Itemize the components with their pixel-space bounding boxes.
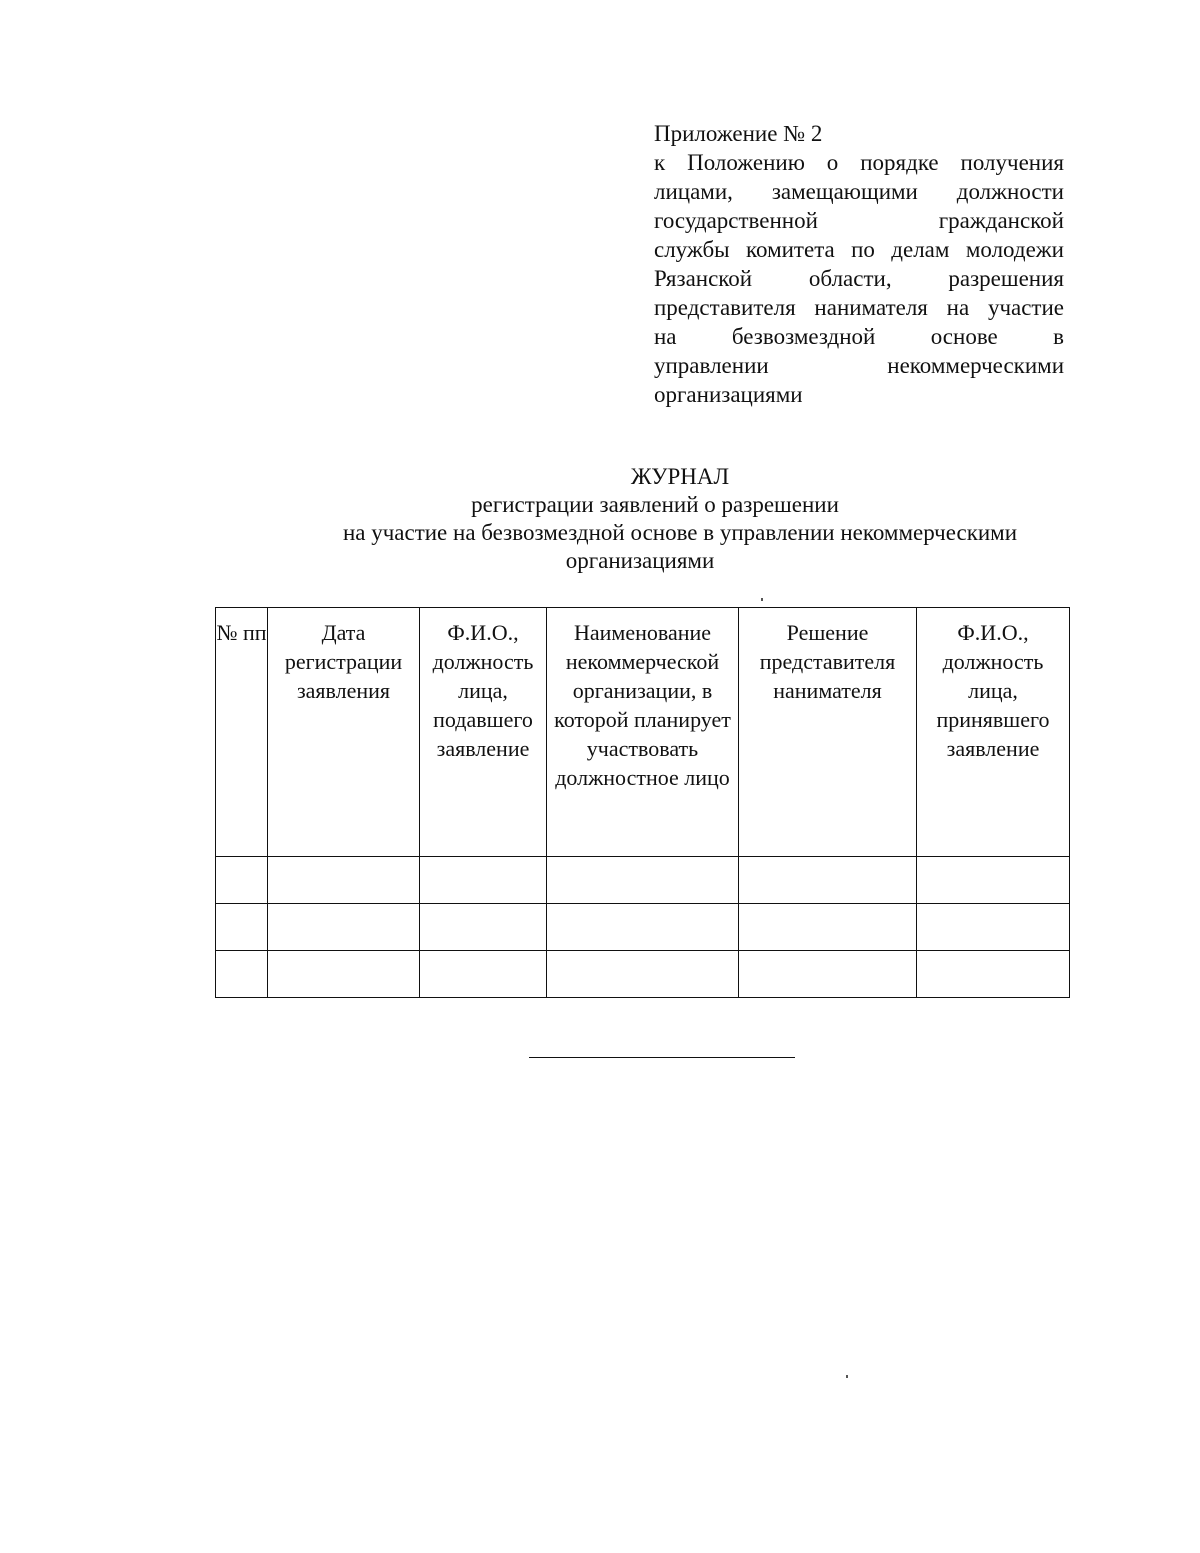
scan-speck (846, 1375, 848, 1378)
table-row (216, 857, 1070, 904)
column-header-organization: Наименование некоммерческой организации, в которой планирует участвовать должностное лицо (547, 608, 739, 857)
appendix-title: Приложение № 2 (654, 121, 823, 146)
table-cell (216, 904, 268, 951)
table-cell (268, 904, 420, 951)
appendix-line: организациями (654, 382, 803, 407)
table-row (216, 951, 1070, 998)
table-cell (739, 904, 917, 951)
appendix-line: лицами, замещающими должности (654, 179, 1064, 204)
appendix-line: представителя нанимателя на участие (654, 295, 1064, 320)
table-cell (547, 951, 739, 998)
appendix-line: Рязанской области, разрешения (654, 266, 1064, 291)
table-cell (268, 857, 420, 904)
table-cell (268, 951, 420, 998)
table-cell (547, 857, 739, 904)
table-cell (739, 857, 917, 904)
appendix-line: на безвозмездной основе в (654, 324, 1064, 349)
appendix-line: службы комитета по делам молодежи (654, 237, 1064, 262)
table-cell (420, 951, 547, 998)
appendix-line: к Положению о порядке получения (654, 150, 1064, 175)
table-cell (917, 904, 1070, 951)
column-header-registration-date: Дата регистрации заявления (268, 608, 420, 857)
appendix-line: государственной гражданской (654, 208, 1064, 233)
column-header-number: № пп (216, 608, 268, 857)
table-row (216, 904, 1070, 951)
table-cell (216, 951, 268, 998)
column-header-decision: Решение представителя нанимателя (739, 608, 917, 857)
table-cell (547, 904, 739, 951)
journal-subtitle-line: на участие на безвозмездной основе в управлении некоммерческими (342, 520, 1018, 545)
journal-table (215, 607, 1070, 998)
journal-subtitle-line: регистрации заявлений о разрешении (471, 492, 839, 517)
appendix-line: управлении некоммерческими (654, 353, 1064, 378)
closing-separator-line (529, 1057, 795, 1058)
journal-heading (180, 463, 1180, 575)
table-cell (420, 904, 547, 951)
table-cell (420, 857, 547, 904)
table-header-row (216, 608, 1070, 857)
journal-subtitle-line: организациями (565, 548, 715, 573)
column-header-receiver: Ф.И.О., должность лица, принявшего заявление (917, 608, 1070, 857)
table-cell (739, 951, 917, 998)
table-cell (917, 951, 1070, 998)
table-cell (917, 857, 1070, 904)
column-header-applicant: Ф.И.О., должность лица, подавшего заявление (420, 608, 547, 857)
appendix-block (654, 119, 1064, 409)
journal-title: ЖУРНАЛ (630, 464, 730, 489)
table-cell (216, 857, 268, 904)
scan-speck (761, 598, 763, 601)
